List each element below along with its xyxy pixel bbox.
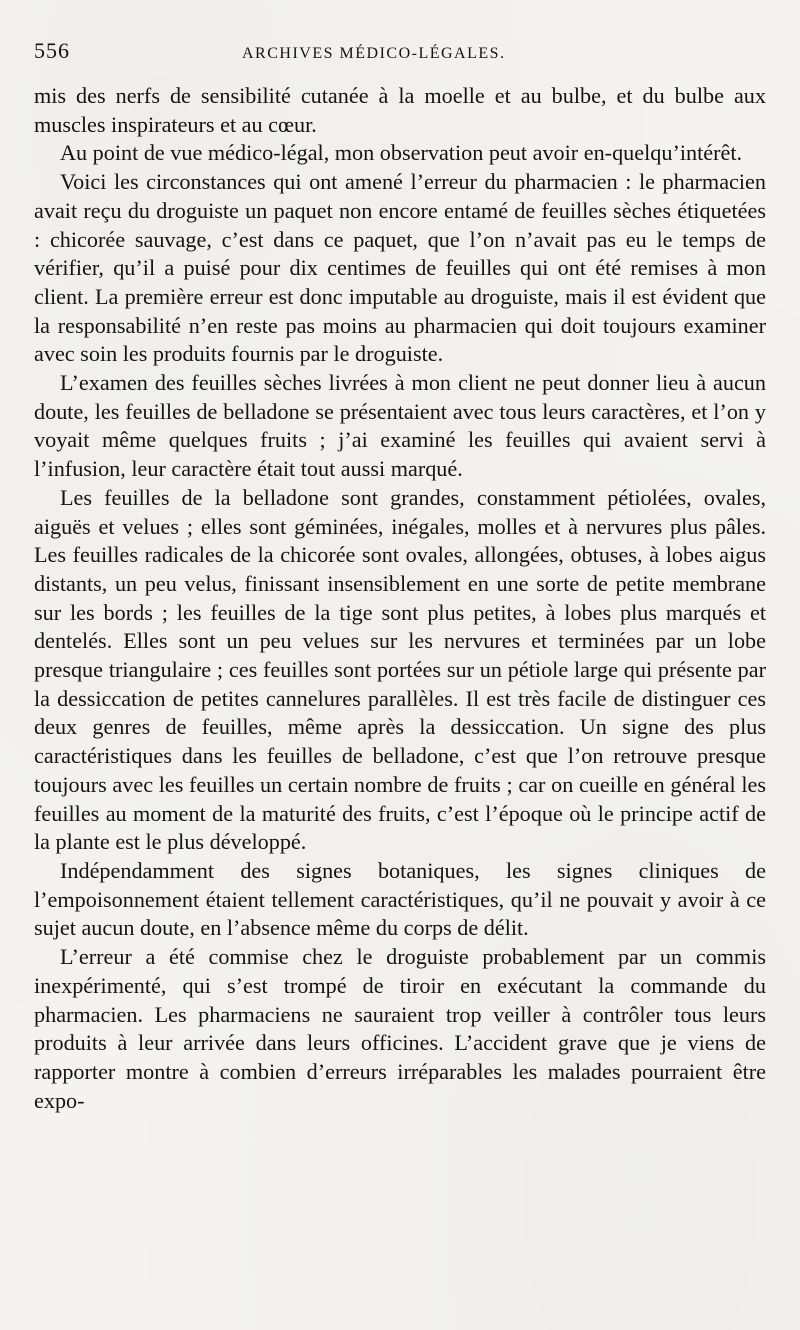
running-header [34, 38, 766, 74]
paragraph-medico-legal: Au point de vue médico-légal, mon observation peut avoir en-quelqu’intérêt. [60, 140, 743, 166]
paragraph-circumstances: Voici les circonstances qui ont amené l’erreur du pharmacien : le pharmacien avait reçu du droguiste un paquet non encore entamé de feuilles sèches étiquetées : chicorée sauvage, c’est dans ce paquet, que l’on n’avait pas eu le temps de vérifier, qu’il a puisé pour dix centimes de feuilles qui ont été remises à mon client. La première erreur est donc imputable au droguiste, mais il est évident que la responsabilité n’en reste pas moins au pharmacien qui doit toujours examiner avec soin les produits fournis par le droguiste. [34, 169, 766, 367]
paragraph-error-origin: L’erreur a été commise chez le droguiste probablement par un commis inexpérimenté, qui s’est trompé de tiroir en exécutant la commande du pharmacien. Les pharmaciens ne sauraient trop veiller à contrôler tous leurs produits à leur arrivée dans leurs officines. L’accident grave que je viens de rapporter montre à combien d’erreurs irréparables les malades pourraient être expo- [34, 944, 766, 1113]
journal-title: ARCHIVES MÉDICO-LÉGALES. [242, 45, 506, 62]
body-text [34, 82, 766, 1115]
paragraph-leaf-description: Les feuilles de la belladone sont grandes, constamment pétiolées, ovales, aiguës et velues ; elles sont géminées, inégales, molles et à nervures plus pâles. Les feuilles radicales de la chicorée sont ovales, allongées, obtuses, à lobes aigus distants, un peu velus, finissant insensiblement en une sorte de petite membrane sur les bords ; les feuilles de la tige sont plus petites, à lobes plus marqués et dentelés. Elles sont un peu velues sur les nervures et terminées par un lobe presque triangulaire ; ces feuilles sont portées sur un pétiole large qui présente par la dessiccation de petites cannelures parallèles. Il est très facile de distinguer ces deux genres de feuilles, même après la dessiccation. Un signe des plus caractéristiques dans les feuilles de belladone, c’est que l’on retrouve presque toujours avec les feuilles un certain nombre de fruits ; car on cueille en général les feuilles au moment de la maturité des fruits, c’est l’époque où le principe actif de la plante est le plus développé. [34, 484, 766, 855]
paragraph-examination: L’examen des feuilles sèches livrées à mon client ne peut donner lieu à aucun doute, les feuilles de belladone se présentaient avec tous leurs caractères, et l’on y voyait même quelques fruits ; j’ai examiné les feuilles qui avaient servi à l’infusion, leur caractère était tout aussi marqué. [34, 370, 766, 482]
paragraph-clinical-signs: Indépendamment des signes botaniques, les signes cliniques de l’empoisonnement étaient tellement caractéristiques, qu’il ne pouvait y avoir à ce sujet aucun doute, en l’absence même du corps de délit. [34, 857, 766, 941]
paragraph-continuation: mis des nerfs de sensibilité cutanée à la moelle et au bulbe, et du bulbe aux muscles inspirateurs et au cœur. [34, 83, 766, 137]
page-number: 556 [34, 38, 70, 63]
